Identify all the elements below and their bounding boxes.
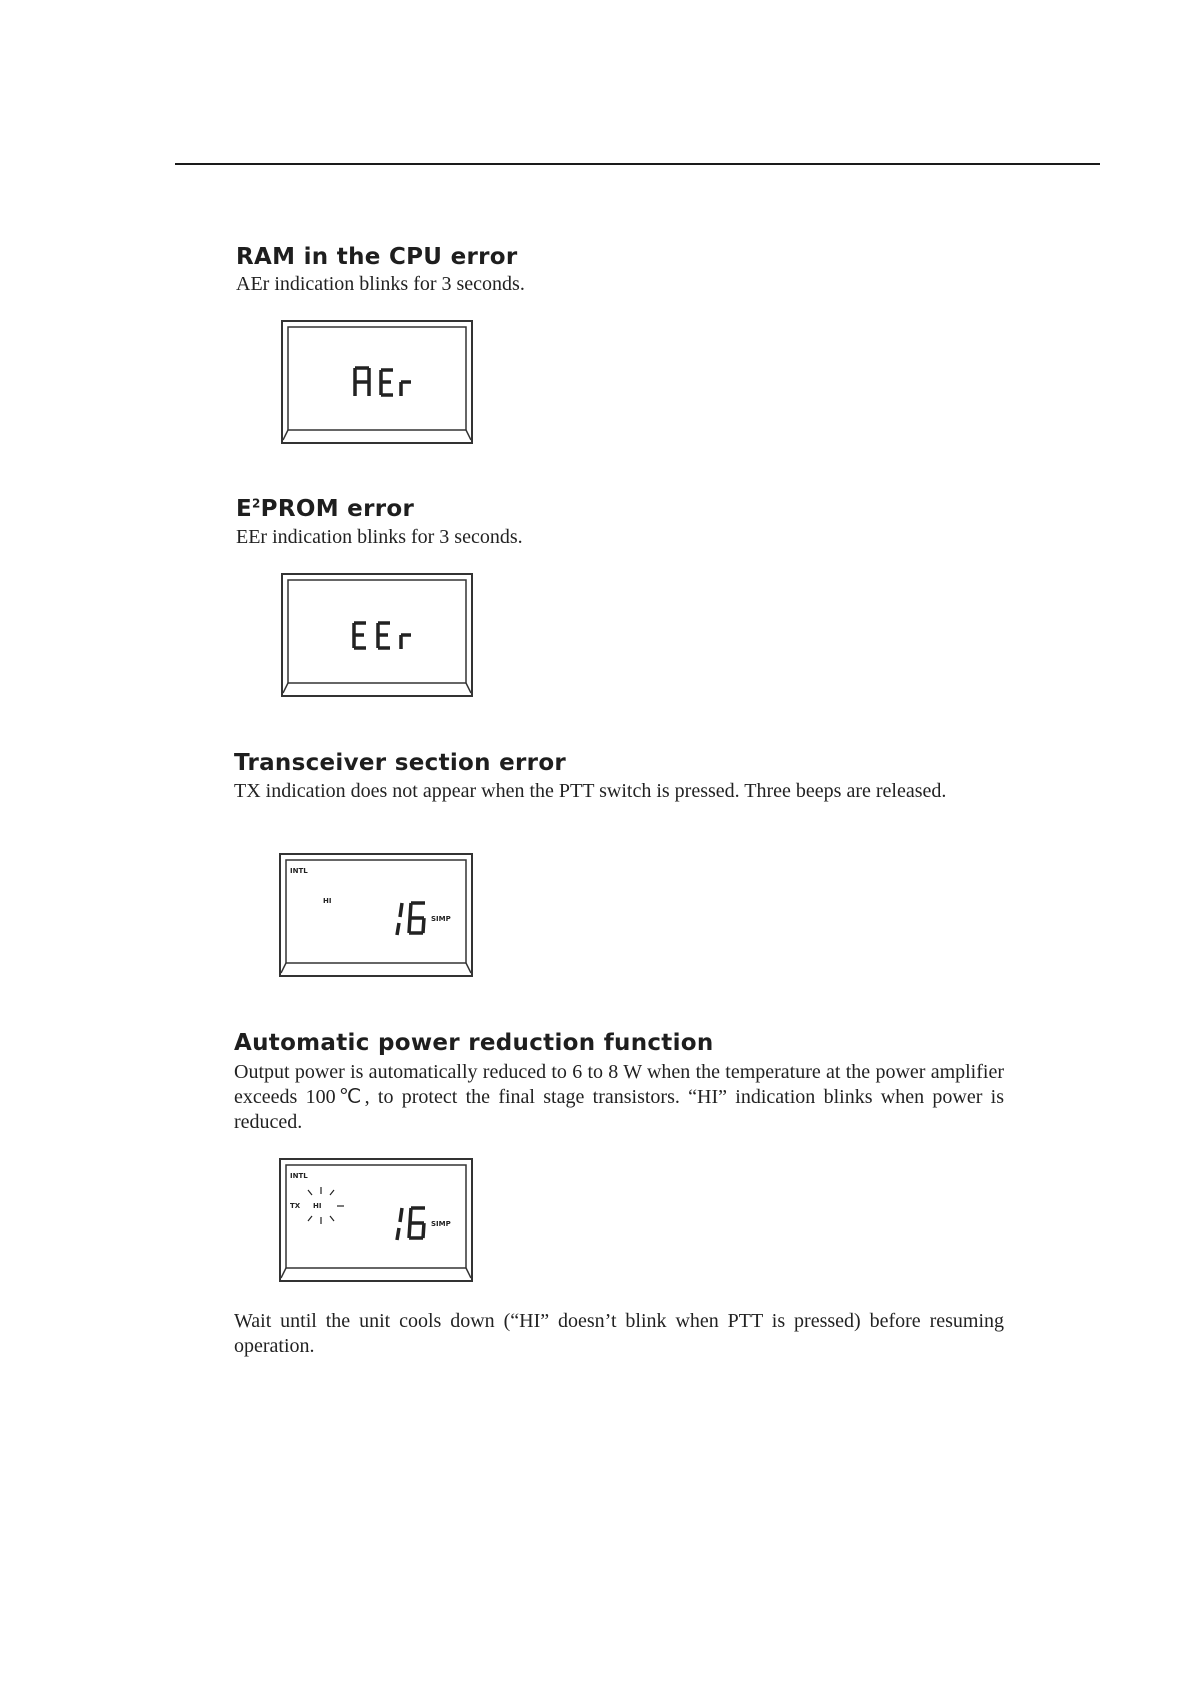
indicator-hi: HI [323,897,332,905]
section-body-transceiver-error: TX indication does not appear when the PTT switch is pressed. Three beeps are released. [234,780,947,802]
indicator-simp: SIMP [431,1220,451,1228]
segment-char-a [355,368,369,396]
top-rule [175,163,1100,165]
lcd-display-aer [281,320,473,444]
section-title-eprom-error: $E^2PROM$ error [236,496,415,522]
section-title-ram-cpu-error: RAM in the CPU error [236,244,518,270]
section-body-eprom-error: EEr indication blinks for 3 seconds. [236,526,523,548]
indicator-intl: INTL [290,867,308,875]
indicator-hi-blinking: HI [313,1202,322,1210]
segment-digit-1 [397,903,402,935]
section-title-power-reduction: Automatic power reduction function [234,1030,714,1056]
section-body-power-reduction: Output power is automatically reduced to 6 to 8 W when the temperature at the power amplifier exceeds 100℃, to protect the final stage transistors. “HI” indication blinks when power is reduced. [234,1061,1004,1133]
lcd-eer-graphic [283,575,471,695]
footer-note: Wait until the unit cools down (“HI” doesn’t blink when PTT is pressed) before resuming operation. [234,1310,1004,1357]
section-body-ram-cpu-error: AEr indication blinks for 3 seconds. [236,273,525,295]
lcd-aer-graphic [283,322,471,442]
segment-char-r [401,635,411,649]
segment-char-e2 [378,623,390,648]
segment-digit-6 [409,1208,425,1238]
lcd-display-hi-blink [279,1158,473,1282]
segment-char-r [401,382,411,396]
segment-digit-6 [409,903,425,933]
segment-digit-1 [397,1208,402,1240]
indicator-simp: SIMP [431,915,451,923]
indicator-intl: INTL [290,1172,308,1180]
indicator-tx: TX [290,1202,301,1210]
segment-char-e [381,370,393,395]
lcd-display-eer [281,573,473,697]
segment-char-e1 [354,623,366,648]
section-title-transceiver-error: Transceiver section error [234,750,567,776]
lcd-display-channel [279,853,473,977]
